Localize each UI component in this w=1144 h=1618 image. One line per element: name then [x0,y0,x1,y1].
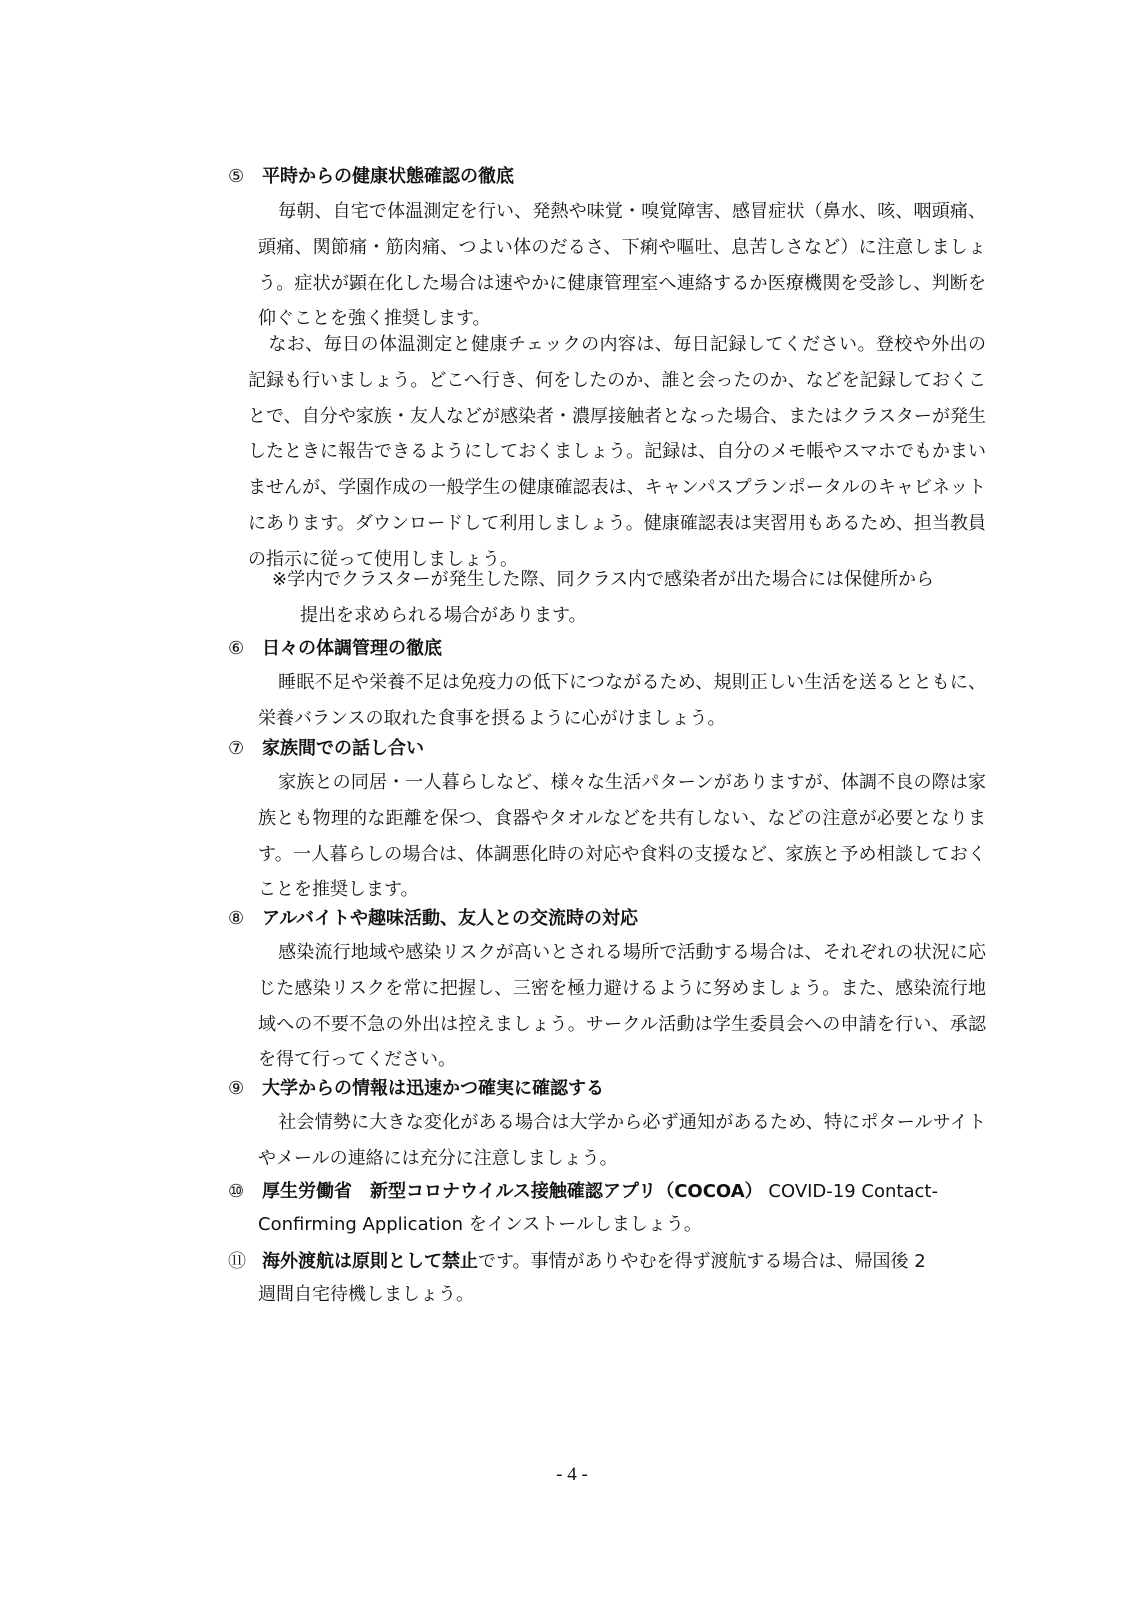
section-title: 厚生労働省 新型コロナウイルス接触確認アプリ（COCOA） [262,1181,763,1202]
paragraph-text: 社会情勢に大きな変化がある場合は大学から必ず通知があるため、特にポタールサイトやメールの連絡には充分に注意しましょう。 [258,1112,986,1169]
section-5-paragraph-2 [248,327,986,578]
section-number: ⑩ [228,1181,245,1202]
section-5-note [272,562,986,634]
section-8-paragraph [258,935,986,1078]
paragraph-text: 毎朝、自宅で体温測定を行い、発熱や味覚・嗅覚障害、感冒症状（鼻水、咳、咽頭痛、頭痛、関節痛・筋肉痛、つよい体のだるさ、下痢や嘔吐、息苦しさなど）に注意しましょう。症状が顕在化した場合は速やかに健康管理室へ連絡するか医療機関を受診し、判断を仰ぐことを強く推奨します。 [258,201,986,330]
section-number: ⑪ [228,1251,246,1272]
section-10-continuation [258,1207,986,1243]
section-title: アルバイトや趣味活動、友人との交流時の対応 [262,908,639,929]
section-9-paragraph [258,1105,986,1177]
section-10-heading [228,1180,938,1204]
section-title: 日々の体調管理の徹底 [262,638,442,659]
section-11-heading [228,1250,926,1274]
note-line: 提出を求められる場合があります。 [300,604,587,626]
section-number: ⑥ [228,638,245,659]
page-number: - 4 - [556,1464,588,1485]
section-6-paragraph [258,665,986,737]
section-title: 平時からの健康状態確認の徹底 [262,166,514,187]
section-7-heading [228,737,424,761]
section-title-rest: COVID-19 Contact- [762,1181,938,1202]
section-number: ⑨ [228,1078,245,1099]
paragraph-text: なお、毎日の体温測定と健康チェックの内容は、毎日記録してください。登校や外出の記録も行いましょう。どこへ行き、何をしたのか、誰と会ったのか、などを記録しておくことで、自分や家族・友人などが感染者・濃厚接触者となった場合、またはクラスターが発生したときに報告できるようにしておくましょう。記録は、自分のメモ帳やスマホでもかまいませんが、学園作成の一般学生の健康確認表は、キャンパスプランポータルのキャビネットにあります。ダウンロードして利用しましょう。健康確認表は実習用もあるため、担当教員の指示に従って使用しましょう。 [248,334,986,570]
paragraph-text: Confirming Application をインストールしましょう。 [258,1214,702,1235]
section-11-continuation [258,1277,986,1313]
paragraph-text: 睡眠不足や栄養不足は免疫力の低下につながるため、規則正しい生活を送るとともに、栄養バランスの取れた食事を摂るように心がけましょう。 [258,672,986,729]
section-7-paragraph [258,765,986,908]
section-6-heading [228,637,442,661]
section-title: 家族間での話し合い [262,738,424,759]
section-title: 大学からの情報は迅速かつ確実に確認する [262,1078,604,1099]
section-9-heading [228,1077,604,1101]
paragraph-text: 週間自宅待機しましょう。 [258,1284,474,1305]
section-title-rest: です。事情がありやむを得ず渡航する場合は、帰国後 2 [478,1251,926,1272]
section-number: ⑧ [228,908,245,929]
section-8-heading [228,907,638,931]
section-5-heading [228,165,514,189]
note-line: ※学内でクラスターが発生した際、同クラス内で感染者が出た場合には保健所から [272,569,934,590]
section-number: ⑤ [228,166,245,187]
section-5-paragraph-1 [258,194,986,337]
paragraph-text: 感染流行地域や感染リスクが高いとされる場所で活動する場合は、それぞれの状況に応じた感染リスクを常に把握し、三密を極力避けるように努めましょう。また、感染流行地域への不要不急の外出は控えましょう。サークル活動は学生委員会への申請を行い、承認を得て行ってください。 [258,942,986,1071]
paragraph-text: 家族との同居・一人暮らしなど、様々な生活パターンがありますが、体調不良の際は家族とも物理的な距離を保つ、食器やタオルなどを共有しない、などの注意が必要となります。一人暮らしの場合は、体調悪化時の対応や食料の支援など、家族と予め相談しておくことを推奨します。 [258,772,986,901]
section-title: 海外渡航は原則として禁止 [262,1251,478,1272]
section-number: ⑦ [228,738,245,759]
